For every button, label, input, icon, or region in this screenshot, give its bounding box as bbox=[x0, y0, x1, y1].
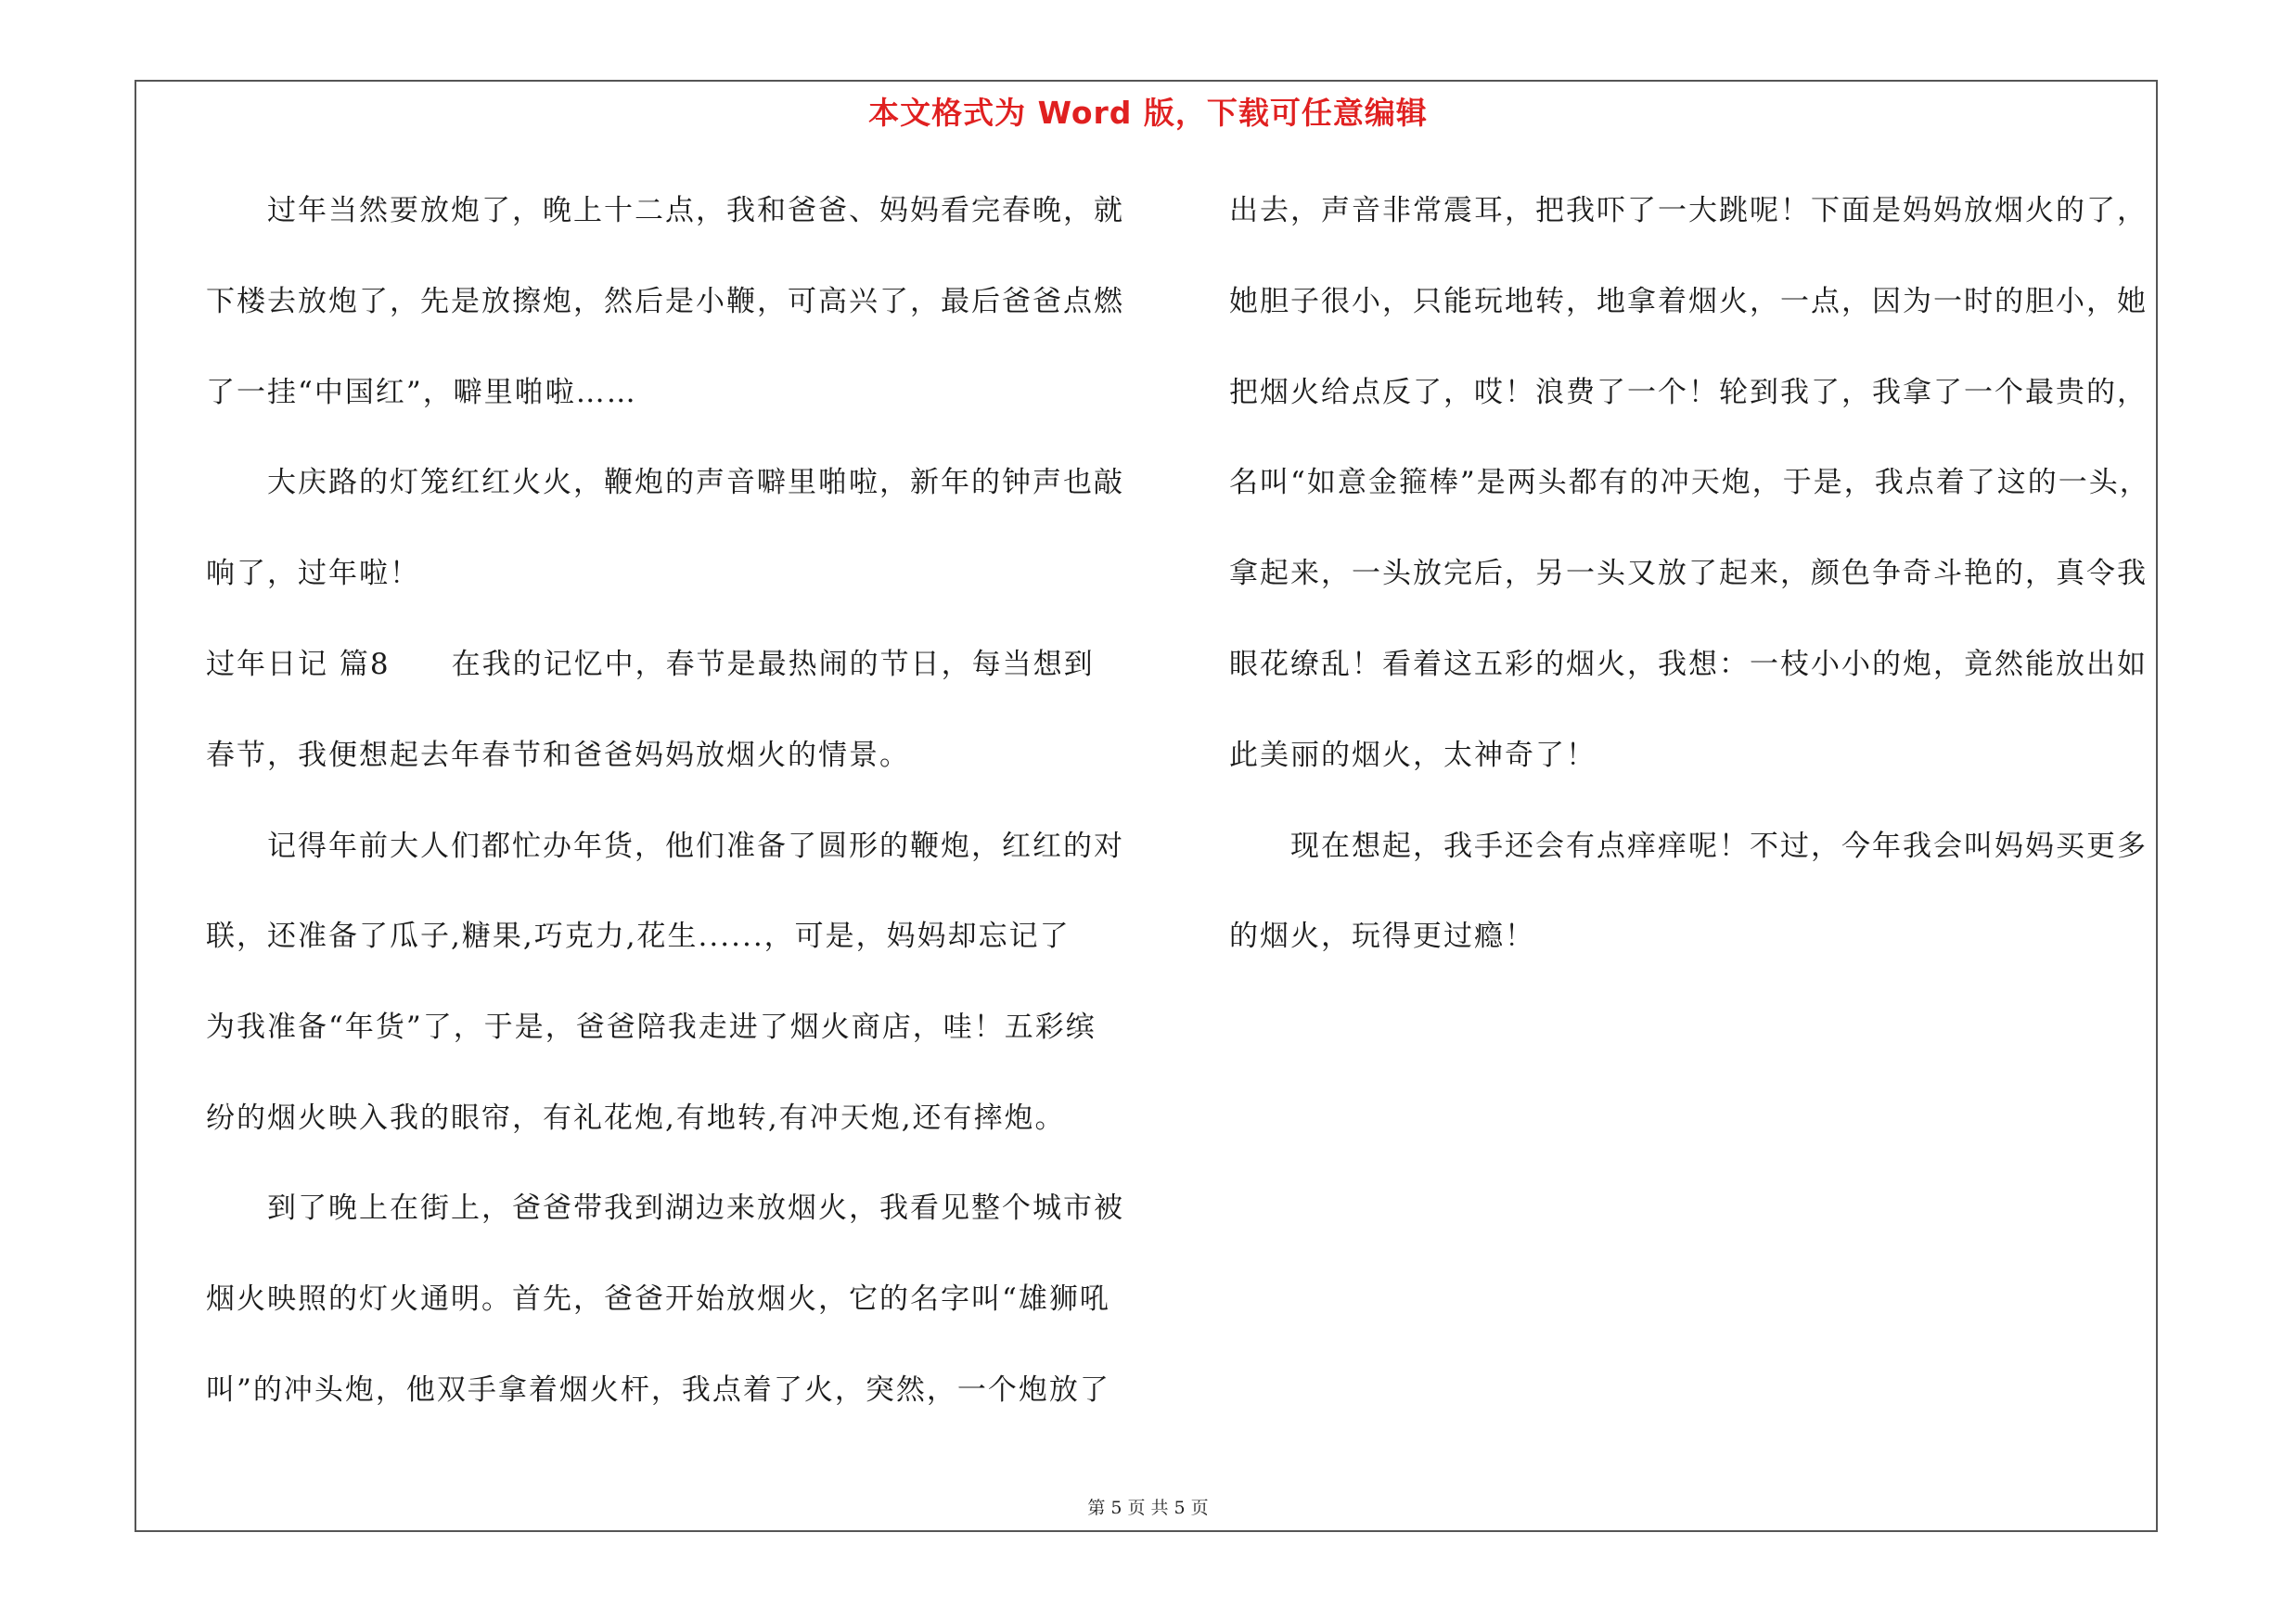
page-number-footer: 第 5 页 共 5 页 bbox=[1087, 1498, 1209, 1518]
text-line: 为我准备“年货”了，于是，爸爸陪我走进了烟火商店，哇！五彩缤 bbox=[206, 1011, 1097, 1044]
text-line: 她胆子很小，只能玩地转，地拿着烟火，一点，因为一时的胆小，她 bbox=[1229, 285, 2148, 318]
document-banner: 本文格式为 Word 版，下载可任意编辑 bbox=[868, 95, 1428, 131]
text-line: 联，还准备了瓜子,糖果,巧克力,花生......，可是，妈妈却忘记了 bbox=[206, 920, 1071, 953]
text-line: 烟火映照的灯火通明。首先，爸爸开始放烟火，它的名字叫“雄狮吼 bbox=[206, 1282, 1110, 1316]
text-line: 此美丽的烟火，太神奇了！ bbox=[1229, 739, 1597, 772]
text-line: 大庆路的灯笼红红火火，鞭炮的声音噼里啪啦，新年的钟声也敲 bbox=[206, 466, 1124, 499]
text-line: 拿起来，一头放完后，另一头又放了起来，颜色争奇斗艳的，真令我 bbox=[1229, 557, 2148, 590]
text-line: 眼花缭乱！看着这五彩的烟火，我想：一枝小小的炮，竟然能放出如 bbox=[1229, 648, 2148, 681]
text-line: 记得年前大人们都忙办年货，他们准备了圆形的鞭炮，红红的对 bbox=[206, 830, 1124, 863]
text-line: 春节，我便想起去年春节和爸爸妈妈放烟火的情景。 bbox=[206, 739, 910, 772]
text-line: 过年当然要放炮了，晚上十二点，我和爸爸、妈妈看完春晚，就 bbox=[206, 194, 1124, 227]
text-line: 把烟火给点反了，哎！浪费了一个！轮到我了，我拿了一个最贵的， bbox=[1229, 376, 2148, 409]
text-line: 下楼去放炮了，先是放擦炮，然后是小鞭，可高兴了，最后爸爸点燃 bbox=[206, 285, 1124, 318]
text-line: 名叫“如意金箍棒”是两头都有的冲天炮，于是，我点着了这的一头， bbox=[1229, 466, 2150, 499]
text-line: 响了，过年啦！ bbox=[206, 557, 420, 590]
text-line: 叫”的冲头炮，他双手拿着烟火杆，我点着了火，突然，一个炮放了 bbox=[206, 1373, 1110, 1407]
text-line: 出去，声音非常震耳，把我吓了一大跳呢！下面是妈妈放烟火的了， bbox=[1229, 194, 2148, 227]
text-line: 纷的烟火映入我的眼帘，有礼花炮,有地转,有冲天炮,还有摔炮。 bbox=[206, 1101, 1066, 1135]
text-line: 过年日记 篇8 在我的记忆中，春节是最热闹的节日，每当想到 bbox=[206, 648, 1095, 681]
text-line: 了一挂“中国红”，噼里啪啦…… bbox=[206, 376, 637, 409]
text-line: 的烟火，玩得更过瘾！ bbox=[1229, 920, 1535, 953]
text-line: 现在想起，我手还会有点痒痒呢！不过，今年我会叫妈妈买更多 bbox=[1229, 830, 2148, 863]
text-line: 到了晚上在街上，爸爸带我到湖边来放烟火，我看见整个城市被 bbox=[206, 1191, 1124, 1225]
